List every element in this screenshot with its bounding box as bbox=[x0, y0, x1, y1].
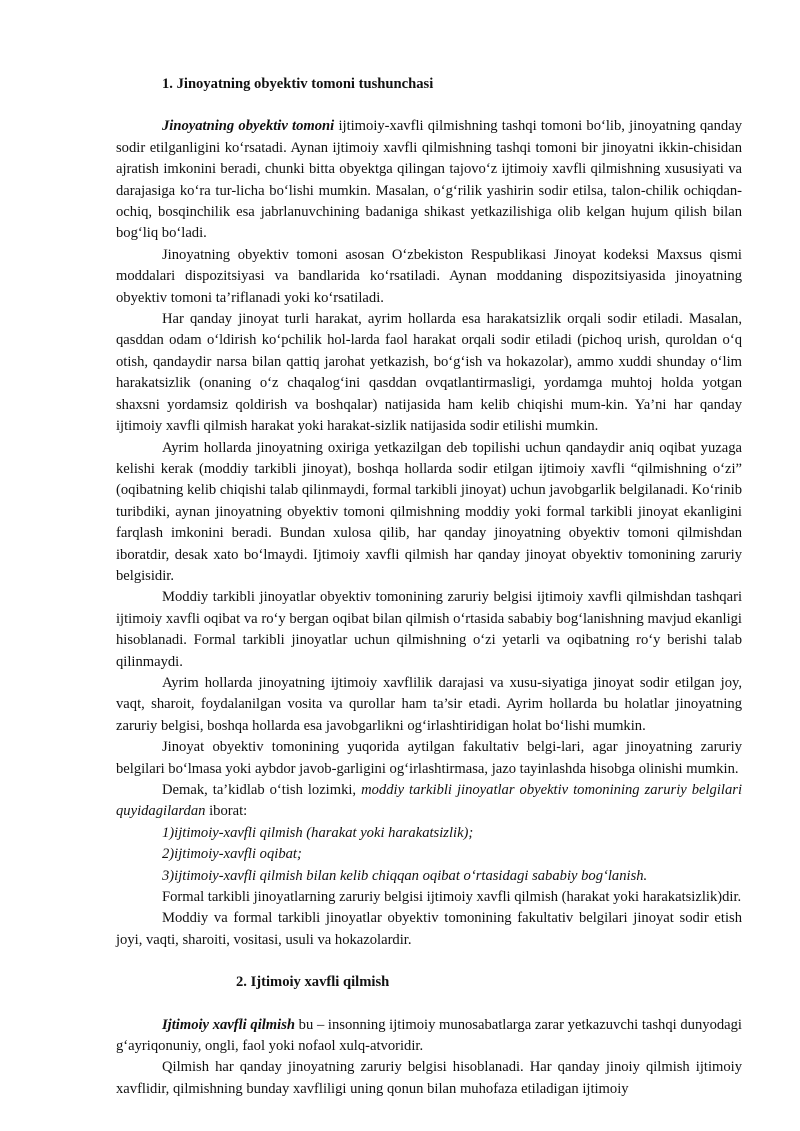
paragraph-summary bbox=[116, 780, 742, 823]
paragraph-definition bbox=[116, 116, 742, 244]
defined-term: Ijtimoiy xavfli qilmish bbox=[162, 1016, 296, 1033]
section-heading-1: 1. Jinoyatning obyektiv tomoni tushunchasi bbox=[162, 76, 434, 92]
paragraph-text: iborat: bbox=[205, 803, 248, 820]
paragraph-definition bbox=[116, 1015, 742, 1058]
paragraph: Har qanday jinoyat turli harakat, ayrim hollarda esa harakatsizlik orqali sodir etiladi. Masalan, qasddan odam o‘ldirish ko‘pchilik hol-larda faol harakat orqali sodir etiladi (pichoq urish, quroldan o‘q otish, qandaydir narsa bilan qattiq jarohat yetkazish, bo‘g‘ish va hokazolar), ammo xuddi shunday o‘lim harakatsizlik (onaning o‘z chaqalog‘ini qasddan ovqatlantirmasligi, yordamga muhtoj holda yotgan shaxsni yordamsiz qoldirish va boshqalar) natijasida ham kelib chiqishi mum-kin. Ya’ni har qanday ijtimoiy xavfli qilmish harakat yoki harakat-sizlik natijasida sodir etilishi mumkin. bbox=[116, 311, 742, 435]
section-heading-2: 2. Ijtimoiy xavfli qilmish bbox=[236, 974, 390, 991]
paragraph: Jinoyatning obyektiv tomoni asosan O‘zbekiston Respublikasi Jinoyat kodeksi Maxsus qismi moddalari dispozitsiyasi va bandlarida ko‘rsatiladi. Aynan moddaning dispozitsiyasida jinoyatning obyektiv tomoni ta’riflanadi yoki ko‘rsatiladi. bbox=[116, 246, 742, 306]
emphasis-text: moddiy tarkibli jinoyatlar obyektiv tomonining zaruriy belgilari quyidagilardan bbox=[116, 782, 742, 820]
paragraph-text: Demak, ta’kidlab o‘tish lozimki, bbox=[162, 782, 362, 798]
paragraph: Formal tarkibli jinoyatlarning zaruriy belgisi ijtimoiy xavfli qilmish (harakat yoki harakatsizlik)dir. bbox=[162, 889, 742, 906]
list-item: 3)ijtimoiy-xavfli qilmish bilan kelib chiqqan oqibat o‘rtasidagi sababiy bog‘lanish. bbox=[162, 867, 648, 884]
paragraph: Moddiy va formal tarkibli jinoyatlar obyektiv tomonining fakultativ belgilari jinoyat sodir etish joyi, vaqti, sharoiti, vositasi, usuli va hokazolardir. bbox=[116, 910, 742, 948]
paragraph: Jinoyat obyektiv tomonining yuqorida aytilgan fakultativ belgi-lari, agar jinoyatning zaruriy belgilari bo‘lmasa yoki aybdor javob-garligini og‘irlashtirmasa, jazo tayinlashda hisobga olinishi mumkin. bbox=[116, 739, 742, 777]
list-item: 2)ijtimoiy-xavfli oqibat; bbox=[162, 846, 302, 863]
defined-term: Jinoyatning obyektiv tomoni bbox=[162, 118, 335, 135]
paragraph: Qilmish har qanday jinoyatning zaruriy belgisi hisoblanadi. Har qanday jinoiy qilmish ijtimoiy xavflidir, qilmishning bunday xavfliligi uning qonun bilan muhofaza etiladigan ijtimoiy bbox=[116, 1059, 742, 1097]
list-item: 1)ijtimoiy-xavfli qilmish (harakat yoki harakatsizlik); bbox=[162, 824, 474, 841]
paragraph-text: bu – insonning ijtimoiy munosabatlarga zarar yetkazuvchi tashqi dunyodagi g‘ayriqonuniy, ongli, faol yoki nofaol xulq-atvoridir. bbox=[116, 1016, 742, 1055]
paragraph: Ayrim hollarda jinoyatning oxiriga yetkazilgan deb topilishi uchun qandaydir aniq oqibat yuzaga kelishi kerak (moddiy tarkibli jinoyat), boshqa hollarda sodir etilgan ijtimoiy xavfli “qilmishning o‘zi” (oqibatning kelib chiqishi talab qilinmaydi, formal tarkibli jinoyat) uchun javobgarlik belgilanadi. Ko‘rinib turibdiki, aynan jinoyatning obyektiv tomoni qilmishning moddiy yoki formal tarkibli jinoyat ekanligini farqlash imkonini beradi. Bundan xulosa qilib, har qanday jinoyatning obyektiv tomoni qilmishdan iboratdir, desak xato bo‘lmaydi. Ijtimoiy xavfli qilmish har qanday jinoyat obyektiv tomonining zaruriy belgisidir. bbox=[116, 439, 742, 584]
paragraph: Ayrim hollarda jinoyatning ijtimoiy xavflilik darajasi va xusu-siyatiga jinoyat sodir etilgan joy, vaqt, sharoit, foydalanilgan vosita va qurollar ham ta’sir etadi. Ayrim hollarda bu holatlar jinoyatning zaruriy belgisi, boshqa hollarda esa javobgarlikni og‘irlashtiridigan holat bo‘lishi mumkin. bbox=[116, 674, 742, 734]
paragraph: Moddiy tarkibli jinoyatlar obyektiv tomonining zaruriy belgisi ijtimoiy xavfli qilmishdan tashqari ijtimoiy xavfli oqibat va ro‘y bergan oqibat bilan qilmish o‘rtasida sababiy bog‘lanishning mavjud ekanligi hisoblanadi. Formal tarkibli jinoyatlar uchun qilmishning o‘zi yetarli va oqibatning ro‘y berishi talab qilinmaydi. bbox=[116, 589, 742, 670]
paragraph-text: ijtimoiy-xavfli qilmishning tashqi tomoni bo‘lib, jinoyatning qanday sodir etilganligini ko‘rsatadi. Aynan ijtimoiy xavfli qilmishning tashqi tomoni bir jinoyatni ikkin-chisidan ajratish imkonini beradi, chunki bitta obyektga qilingan tajovo‘z ijtimoiy xavfli qilmishning xususiyati va darajasiga ko‘ra tur-licha bo‘lishi mumkin. Masalan, o‘g‘rilik yashirin sodir etilsa, talon-chilik ochiqdan-ochiq, bosqinchilik esa jabrlanuvchining badaniga shikast yetkazilishiga olib kelgan hujum qilish bilan bog‘liq bo‘ladi. bbox=[116, 118, 742, 242]
